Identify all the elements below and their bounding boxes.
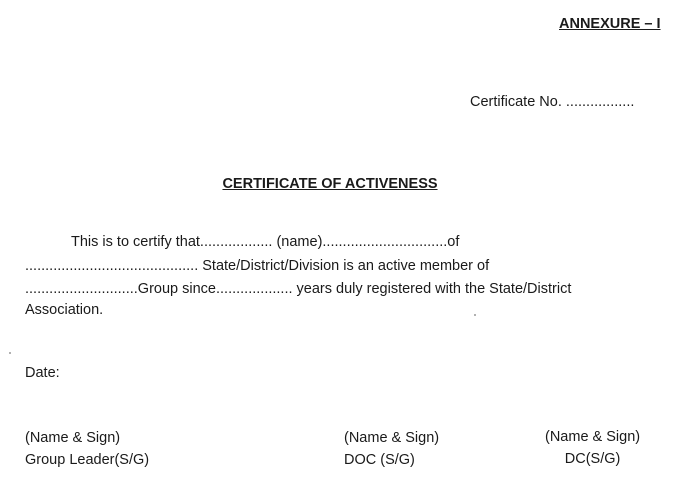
scan-speck <box>9 352 11 354</box>
signature-name-sign: (Name & Sign) <box>344 430 440 446</box>
signature-role: DC(S/G) <box>564 451 621 467</box>
signature-role: DOC (S/G) <box>344 452 415 468</box>
signature-group-leader <box>25 427 149 471</box>
page-title: CERTIFICATE OF ACTIVENESS <box>222 176 438 192</box>
body-line-3: ............................Group since................... years duly registered with the State/District <box>25 281 572 297</box>
signature-dc <box>545 426 640 470</box>
body-line-1: This is to certify that.................. (name)...............................of <box>71 234 460 250</box>
body-line-2: ........................................... State/District/Division is an active member of <box>25 258 490 274</box>
signature-name-sign: (Name & Sign) <box>545 429 641 445</box>
signature-doc <box>344 427 439 471</box>
annexure-heading: ANNEXURE – I <box>559 16 661 32</box>
date-label: Date: <box>25 365 60 381</box>
scan-speck <box>474 314 476 316</box>
signature-role: Group Leader(S/G) <box>25 452 150 468</box>
signature-name-sign: (Name & Sign) <box>25 430 121 446</box>
certificate-number: Certificate No. ................. <box>470 94 635 110</box>
body-line-4: Association. <box>25 302 104 318</box>
